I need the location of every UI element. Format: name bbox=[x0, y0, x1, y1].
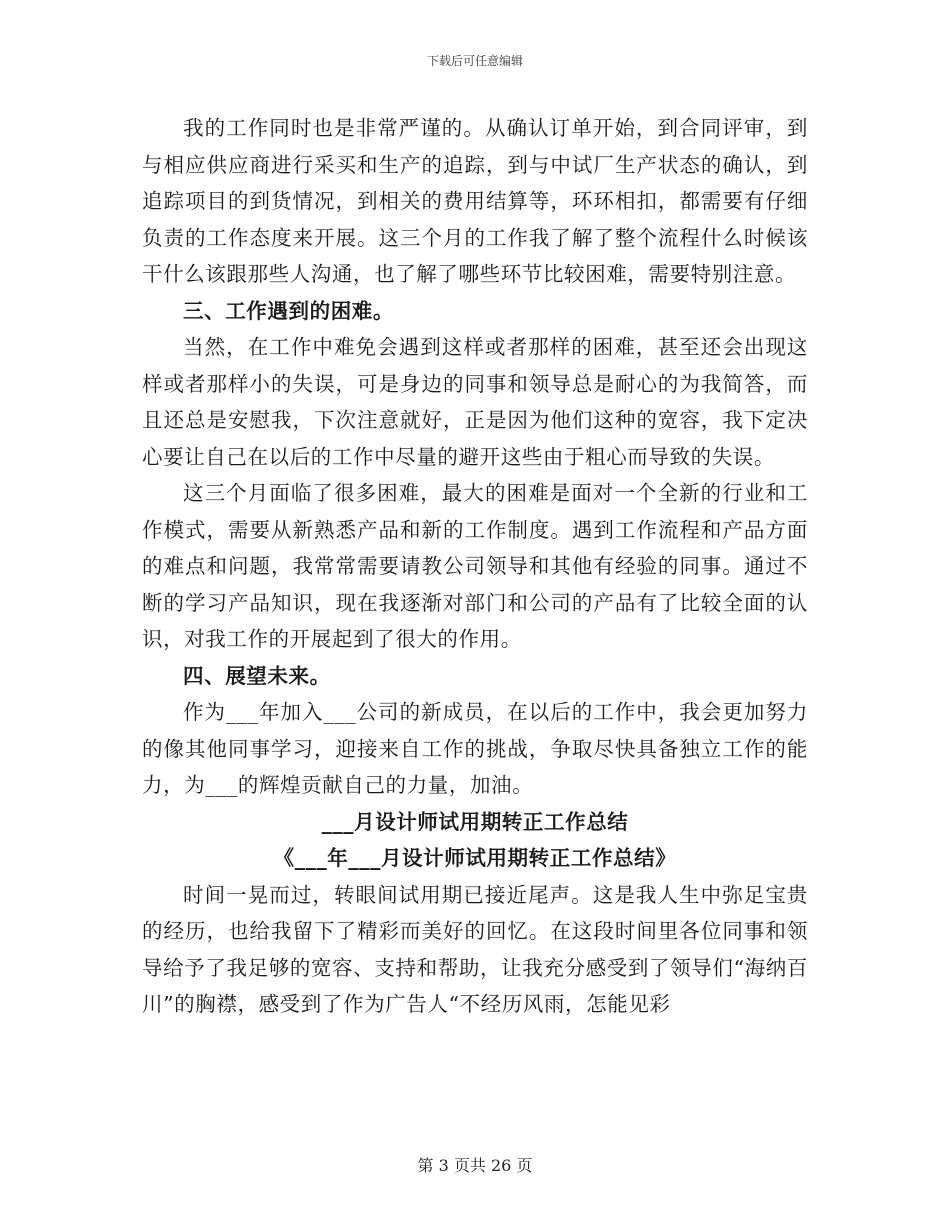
section-heading-outlook: 四、展望未来。 bbox=[183, 663, 331, 688]
page-header: 下载后可任意编辑 bbox=[426, 54, 523, 68]
paragraph-challenges: 这三个月面临了很多困难，最大的困难是面对一个全新的行业和工作模式，需要从新熟悉产品和新的工作制度。遇到工作流程和产品方面的难点和问题，我常常需要请教公司领导和其他有经验的同事。通过不断的学习产品知识，现在我逐渐对部门和公司的产品有了比较全面的认识，对我工作的开展起到了很大的作用。 bbox=[142, 481, 808, 651]
document-body bbox=[142, 110, 808, 1023]
page-footer: 第 3 页共 26 页 bbox=[417, 1156, 533, 1175]
paragraph-outlook: 作为___年加入___公司的新成员，在以后的工作中，我会更加努力的像其他同事学习，迎接来自工作的挑战，争取尽快具备独立工作的能力，为___的辉煌贡献自己的力量，加油。 bbox=[142, 700, 808, 797]
section-heading-difficulties: 三、工作遇到的困难。 bbox=[183, 298, 394, 323]
document-title: ___月设计师试用期转正工作总结 bbox=[321, 809, 629, 834]
document-subtitle: 《___年___月设计师试用期转正工作总结》 bbox=[273, 846, 677, 870]
paragraph-mistakes: 当然，在工作中难免会遇到这样或者那样的困难，甚至还会出现这样或者那样小的失误，可是身边的同事和领导总是耐心的为我简答，而且还总是安慰我，下次注意就好，正是因为他们这种的宽容，我下定决心要让自己在以后的工作中尽量的避开这些由于粗心而导致的失误。 bbox=[142, 335, 808, 469]
paragraph-work-rigor: 我的工作同时也是非常严谨的。从确认订单开始，到合同评审，到与相应供应商进行采买和生产的追踪，到与中试厂生产状态的确认，到追踪项目的到货情况，到相关的费用结算等，环环相扣，都需要有仔细负责的工作态度来开展。这三个月的工作我了解了整个流程什么时候该干什么该跟那些人沟通，也了解了哪些环节比较困难，需要特别注意。 bbox=[142, 116, 808, 286]
paragraph-intro: 时间一晃而过，转眼间试用期已接近尾声。这是我人生中弥足宝贵的经历，也给我留下了精彩而美好的回忆。在这段时间里各位同事和领导给予了我足够的宽容、支持和帮助，让我充分感受到了领导们“海纳百川”的胸襟，感受到了作为广告人“不经历风雨，怎能见彩 bbox=[142, 882, 808, 1016]
